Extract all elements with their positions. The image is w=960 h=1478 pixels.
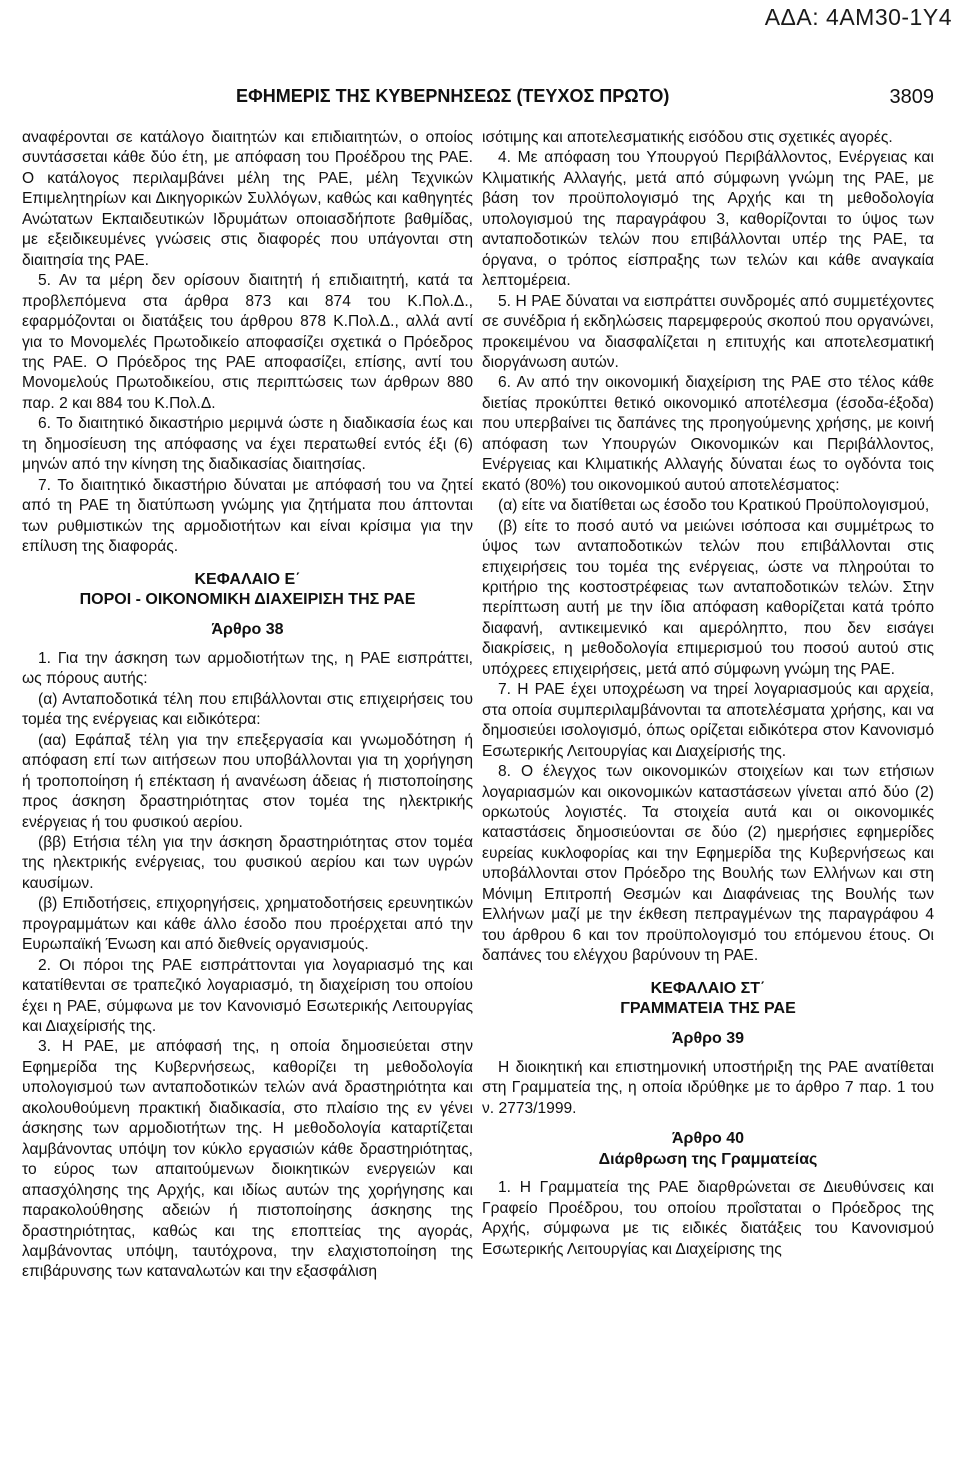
- chapter-title: ΓΡΑΜΜΑΤΕΙΑ ΤΗΣ ΡΑΕ: [620, 1000, 796, 1018]
- chapter-title: ΠΟΡΟΙ - ΟΙΚΟΝΟΜΙΚΗ ΔΙΑΧΕΙΡΙΣΗ ΤΗΣ ΡΑΕ: [79, 590, 416, 608]
- page-header: [236, 86, 936, 114]
- paragraph: 1. Η Γραμματεία της ΡΑΕ διαρθρώνεται σε Διευθύνσεις και Γραφείο Προέδρου, του οποίου προΐσταται ο Πρόεδρος της Αρχής, σύμφωνα με τις ειδικές διατάξεις του Κανονισμού Εσωτερικής Λειτουργίας και Διαχείρισης της: [482, 1179, 934, 1258]
- page-number: 3809: [889, 86, 934, 108]
- article-heading: Άρθρο 38: [211, 621, 284, 639]
- paragraph: 4. Με απόφαση του Υπουργού Περιβάλλοντος, Ενέργειας και Κλιματικής Αλλαγής, μετά από σύμφωνη γνώμη της ΡΑΕ, με βάση τον προϋπολογισμό της Αρχής και τη μεθοδολογία υπολογισμού της παραγράφου 3, καθορίζονται το ύψος των ανταποδοτικών τελών που επιβάλλονται υπέρ της ΡΑΕ, τα όργανα, ο τρόπος είσπραξης των τελών και κάθε αναγκαία λεπτομέρεια.: [482, 149, 934, 290]
- article-heading: Άρθρο 39: [671, 1030, 744, 1048]
- paragraph: 7. Η ΡΑΕ έχει υποχρέωση να τηρεί λογαριασμούς και αρχεία, στα οποία συμπεριλαμβάνονται τα αποτελέσματα χρήσης, και να δημοσιεύει ισολογισμό, όπως ορίζεται ειδικότερα στον Κανονισμό Εσωτερικής Λειτουργίας και Διαχείρισής της.: [482, 681, 934, 760]
- gazette-title: ΕΦΗΜΕΡΙΣ ΤΗΣ ΚΥΒΕΡΝΗΣΕΩΣ (ΤΕΥΧΟΣ ΠΡΩΤΟ): [236, 86, 670, 106]
- article-title: Διάρθρωση της Γραμματείας: [598, 1150, 818, 1168]
- paragraph: αναφέρονται σε κατάλογο διαιτητών και επιδιαιτητών, ο οποίος συντάσσεται κάθε δύο έτη, με απόφαση του Προέδρου της ΡΑΕ. Ο κατάλογος περιλαμβάνει μέλη της ΡΑΕ, μέλη Τεχνικών Επιμελητηρίων και Δικηγορικών Συλλόγων, καθώς και καθηγητές Ανώτατων Εκπαιδευτικών Ιδρυμάτων οποιασδήποτε βαθμίδας, με εξειδικευμένες γνώσεις στις διαφορές που υπάγονται στη διαιτησία της ΡΑΕ.: [22, 129, 473, 269]
- paragraph: 2. Οι πόροι της ΡΑΕ εισπράττονται για λογαριασμό της και κατατίθενται σε τραπεζικό λογαριασμό, τη διαχείριση του οποίου έχει η ΡΑΕ, σύμφωνα με τον Κανονισμό Εσωτερικής Λειτουργίας και Διαχείρισής της.: [22, 956, 473, 1036]
- paragraph: (β) Επιδοτήσεις, επιχορηγήσεις, χρηματοδοτήσεις ερευνητικών προγραμμάτων και κάθε άλλο έσοδο που προέρχεται από την Ευρωπαϊκή Ένωση και από διεθνείς οργανισμούς.: [22, 895, 473, 954]
- paragraph: (α) Ανταποδοτικά τέλη που επιβάλλονται στις επιχειρήσεις του τομέα της ενέργειας και ειδικότερα:: [22, 690, 473, 729]
- article-heading: Άρθρο 40: [671, 1130, 744, 1148]
- right-column: [482, 128, 934, 1260]
- left-column: [22, 128, 473, 1283]
- paragraph: Η διοικητική και επιστημονική υποστήριξη της ΡΑΕ ανατίθεται στη Γραμματεία της, η οποία ιδρύθηκε με το άρθρο 7 παρ. 1 του ν. 2773/1999.: [482, 1058, 934, 1117]
- chapter-heading: ΚΕΦΑΛΑΙΟ ΣΤ΄: [650, 979, 766, 997]
- paragraph: (ββ) Ετήσια τέλη για την άσκηση δραστηριότητας στον τομέα της ηλεκτρικής ενέργειας, του φυσικού αερίου και των υγρών καυσίμων.: [22, 833, 473, 892]
- chapter-heading: ΚΕΦΑΛΑΙΟ Ε΄: [194, 570, 301, 588]
- paragraph: ισότιμης και αποτελεσματικής εισόδου στις σχετικές αγορές.: [482, 129, 893, 146]
- paragraph: 1. Για την άσκηση των αρμοδιοτήτων της, η ΡΑΕ εισπράττει, ως πόρους αυτής:: [22, 649, 473, 688]
- paragraph: 3. Η ΡΑΕ, με απόφασή της, η οποία δημοσιεύεται στην Εφημερίδα της Κυβερνήσεως, καθορίζει τη μεθοδολογία υπολογισμού των ανταποδοτικών τελών ανά δραστηριότητα και ακολουθούμενη πρακτική διαδικασία, στο πλαίσιο της εν γένει άσκησης των αρμοδιοτήτων της. Η μεθοδολογία καταρτίζεται λαμβάνοντας υπόψη τον κύκλο εργασιών κάθε δραστηριότητας, το εύρος των απαιτούμενων διοικητικών ενεργειών και απασχόλησης της Αρχής, και ιδίως αυτών της χορήγησης και παρακολούθησης αδειών ή πιστοποίησης άσκησης της δραστηριότητας, καθώς και της εποπτείας της αγοράς, λαμβάνοντας υπόψη, ταυτόχρονα, την ελαχιστοποίηση της επιβάρυνσης των καταναλωτών και την εξασφάλιση: [22, 1038, 473, 1281]
- paragraph: (α) είτε να διατίθεται ως έσοδο του Κρατικού Προϋπολογισμού,: [498, 497, 930, 515]
- paragraph: 7. Το διαιτητικό δικαστήριο δύναται με απόφασή του να ζητεί από τη ΡΑΕ τη διατύπωση γνώμης για ζητήματα που άπτονται των ρυθμιστικών της αρμοδιοτήτων και είναι κρίσιμα για την επίλυση της διαφοράς.: [22, 476, 473, 556]
- paragraph: 5. Η ΡΑΕ δύναται να εισπράττει συνδρομές από συμμετέχοντες σε συνέδρια ή εκδηλώσεις παρεμφερούς σκοπού που οργανώνει, προκειμένου να διασφαλίζεται η επιτυχής και αποτελεσματική διοργάνωση αυτών.: [482, 292, 934, 371]
- paragraph: 8. Ο έλεγχος των οικονομικών στοιχείων και των ετήσιων λογαριασμών και οικονομικών καταστάσεων γίνεται από δύο (2) ορκωτούς λογιστές. Τα στοιχεία αυτά και οι οικονομικές καταστάσεις δημοσιεύονται σε δύο (2) ημερήσιες εφημερίδες ευρείας κυκλοφορίας και την Εφημερίδα της Κυβερνήσεως και υποβάλλονται στον Πρόεδρο της Βουλής των Ελλήνων και στη Μόνιμη Επιτροπή Θεσμών και Διαφάνειας της Βουλής των Ελλήνων μαζί με την έκθεση πεπραγμένων της παραγράφου 4 του άρθρου 6 και τον προϋπολογισμό του επόμενου έτους. Οι δαπάνες του ελέγχου βαρύνουν τη ΡΑΕ.: [482, 763, 934, 965]
- ada-code: ΑΔΑ: 4ΑΜ30-1Υ4: [764, 4, 952, 30]
- paragraph: 5. Αν τα μέρη δεν ορίσουν διαιτητή ή επιδιαιτητή, κατά τα προβλεπόμενα στα άρθρα 873 και 874 του Κ.Πολ.Δ., εφαρμόζονται οι διατάξεις του άρθρου 878 Κ.Πολ.Δ., αλλά αντί για το Μονομελές Πρωτοδικείο αποφασίζει σχετικά ο Πρόεδρος της ΡΑΕ. Ο Πρόεδρος της ΡΑΕ αποφασίζει, επίσης, αντί του Μονομελούς Πρωτοδικείου, στις περιπτώσεις των άρθρων 880 παρ. 2 και 884 του Κ.Πολ.Δ.: [22, 272, 473, 412]
- paragraph: (β) είτε το ποσό αυτό να μειώνει ισόποσα και συμμέτρως το ύψος των ανταποδοτικών τελών που επιβάλλονται στις επιχειρήσεις του τομέα της ενέργειας, ώστε να πληρούται το κριτήριο της κοστοστρέφειας των ανταποδοτικών τελών. Στην περίπτωση αυτή με την ίδια απόφαση καθορίζεται κατά τρόπο διαφανή, αντικειμενικό και αμερόληπτο, που δεν εισάγει διακρίσεις, η μεθοδολογία επιμερισμού του ποσού αυτού στις υπόχρεες επιχειρήσεις, μετά από σύμφωνη γνώμη της ΡΑΕ.: [482, 517, 934, 678]
- paragraph: 6. Το διαιτητικό δικαστήριο μεριμνά ώστε η διαδικασία έως και τη δημοσίευση της απόφασης να έχει περατωθεί εντός έξι (6) μηνών από την κίνηση της διαδικασίας διαιτησίας.: [22, 415, 473, 474]
- paragraph: 6. Αν από την οικονομική διαχείριση της ΡΑΕ στο τέλος κάθε διετίας προκύπτει θετικό οικονομικό αποτέλεσμα (έσοδα-έξοδα) που υπερβαίνει τις δαπάνες της προηγούμενης χρήσης, με κοινή απόφαση των Υπουργών Οικονομικών και Περιβάλλοντος, Ενέργειας και Κλιματικής Αλλαγής δύναται έως το ογδόντα τοις εκατό (80%) του οικονομικού αυτού αποτελέσματος:: [482, 374, 934, 494]
- paragraph: (αα) Εφάπαξ τέλη για την επεξεργασία και γνωμοδότηση ή απόφαση επί των αιτήσεων που υποβάλλονται για τη χορήγηση ή τροποποίηση ή επέκταση ή ανανέωση άδειας ή πιστοποίησης προς άσκηση δραστηριότητας στον τομέα της ηλεκτρικής ενέργειας ή του φυσικού αερίου.: [22, 731, 473, 831]
